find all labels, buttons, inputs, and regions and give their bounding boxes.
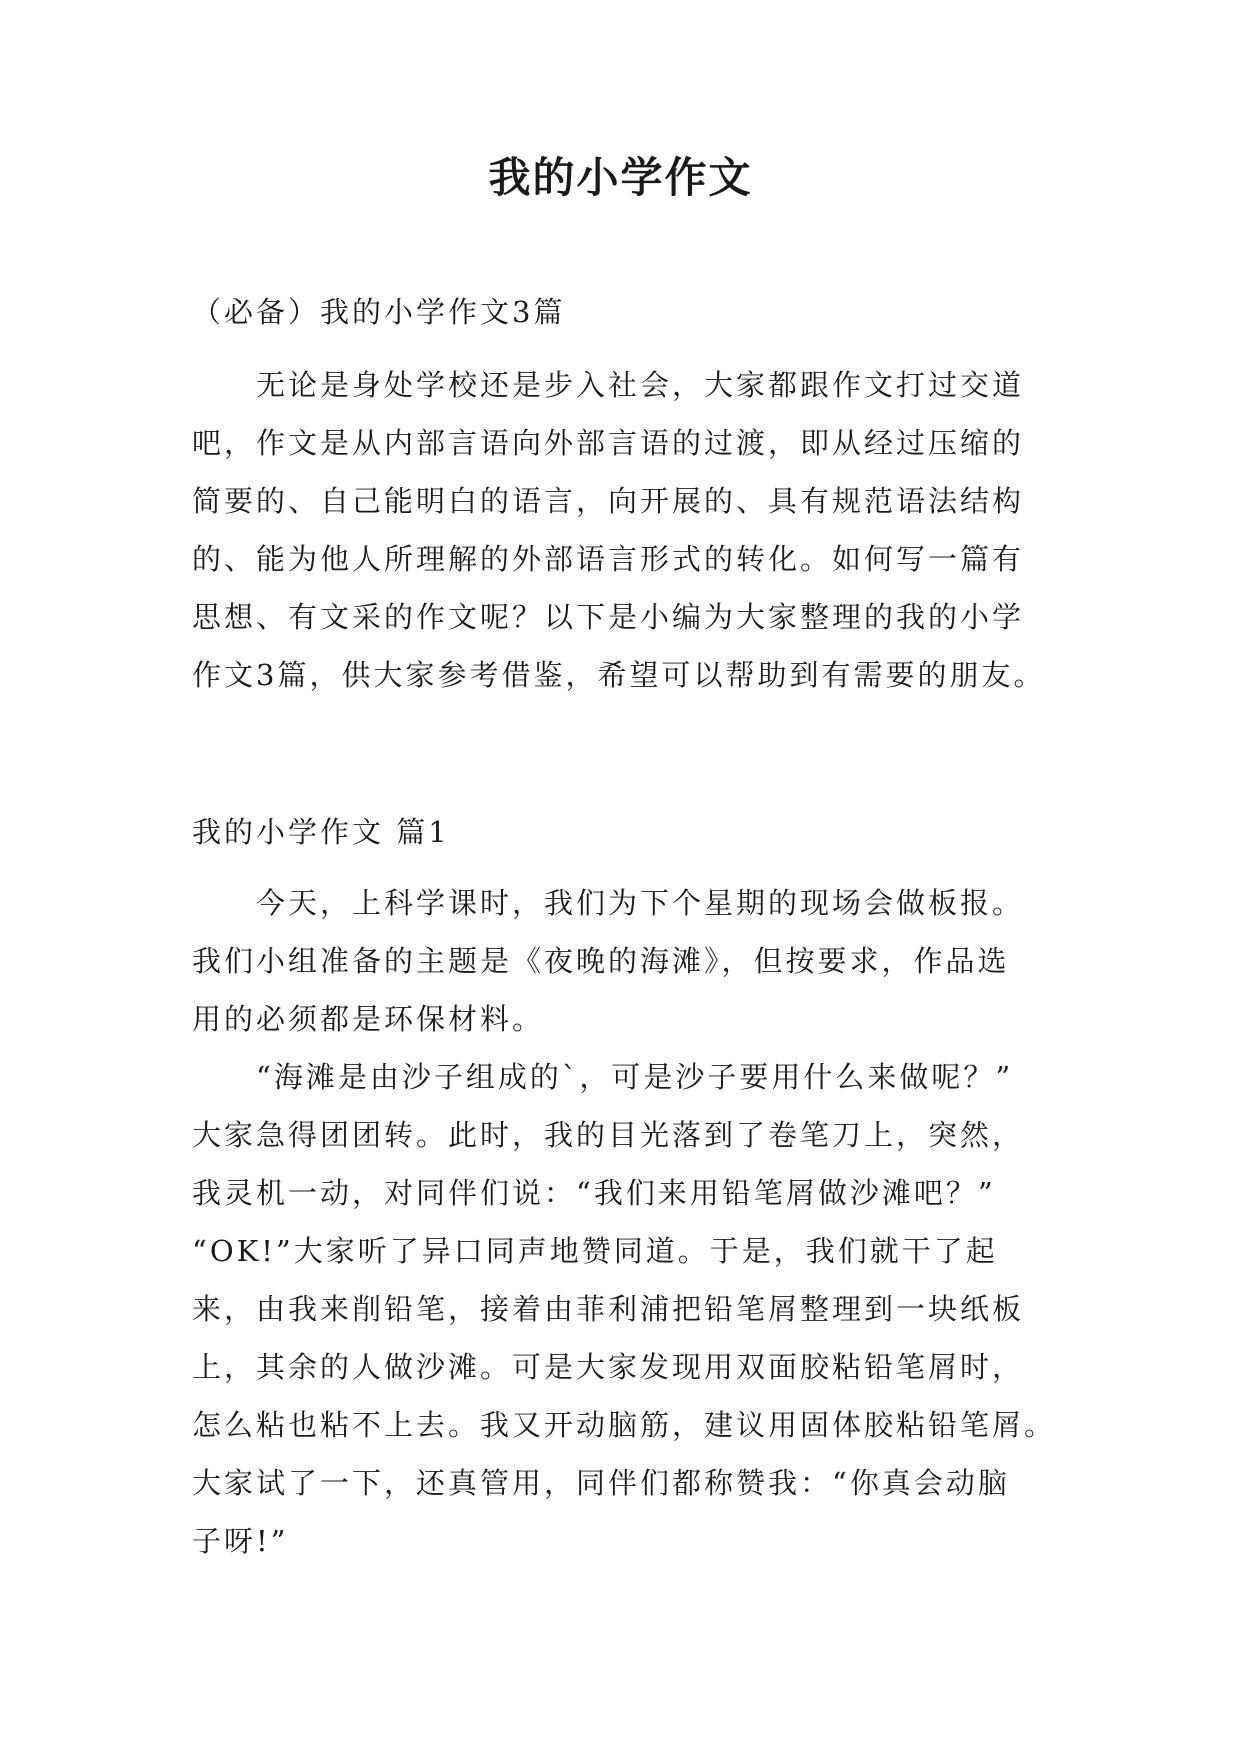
paragraph-line: 思想、有文采的作文呢？以下是小编为大家整理的我的小学 [192,600,1025,634]
body-paragraph-2 [192,1048,1072,1570]
document-title: 我的小学作文 [488,153,753,202]
paragraph-line: “OK!”大家听了异口同声地赞同道。于是，我们就干了起 [192,1234,998,1268]
paragraph-line: 用的必须都是环保材料。 [192,1002,545,1036]
intro-paragraph [192,356,1072,704]
paragraph-line: 来，由我来削铅笔，接着由菲利浦把铅笔屑整理到一块纸板 [192,1292,1025,1326]
paragraph-line: 子呀!” [192,1524,289,1558]
paragraph-line: 我灵机一动，对同伴们说：“我们来用铅笔屑做沙滩吧？” [192,1176,996,1210]
paragraph-line: 的、能为他人所理解的外部语言形式的转化。如何写一篇有 [192,542,1025,576]
paragraph-line: 怎么粘也粘不上去。我又开动脑筋，建议用固体胶粘铅笔屑。 [192,1408,1057,1442]
document-subtitle: （必备）我的小学作文3篇 [192,295,566,329]
paragraph-line: 无论是身处学校还是步入社会，大家都跟作文打过交道 [192,368,1025,402]
paragraph-line: 我们小组准备的主题是《夜晚的海滩》，但按要求，作品选 [192,944,1010,978]
paragraph-line: 简要的、自己能明白的语言，向开展的、具有规范语法结构 [192,484,1025,518]
body-paragraph-1 [192,874,1072,1048]
paragraph-line: 作文3篇，供大家参考借鉴，希望可以帮助到有需要的朋友。 [192,658,1046,692]
paragraph-line: “海滩是由沙子组成的`，可是沙子要用什么来做呢？” [192,1060,1014,1094]
paragraph-line: 大家试了一下，还真管用，同伴们都称赞我：“你真会动脑 [192,1466,1010,1500]
paragraph-line: 吧，作文是从内部言语向外部言语的过渡，即从经过压缩的 [192,426,1025,460]
section-heading: 我的小学作文 篇1 [192,815,450,849]
paragraph-line: 大家急得团团转。此时，我的目光落到了卷笔刀上，突然， [192,1118,1025,1152]
paragraph-line: 今天，上科学课时，我们为下个星期的现场会做板报。 [192,886,1025,920]
paragraph-line: 上，其余的人做沙滩。可是大家发现用双面胶粘铅笔屑时， [192,1350,1025,1384]
